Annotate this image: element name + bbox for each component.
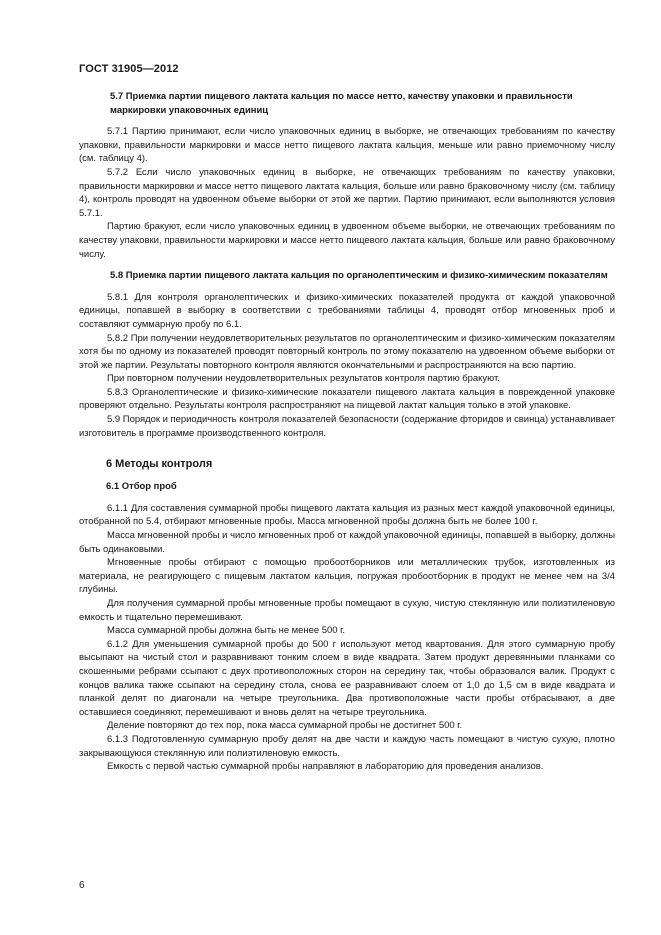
paragraph-6-1-2: 6.1.2 Для уменьшения суммарной пробы до 500 г используют метод квартования. Для этого суммарную пробу высыпают на чистый стол и разравнивают тонким слоем в виде квадрата. Затем продукт деревянными планками со скошенными ребрами ссыпают с двух противоположных сторон на середину так, чтобы образовался валик. Продукт с концов валика также ссыпают на середину стола, снова ее разравнивают слоем от 1,0 до 1,5 см в виде квадрата и планкой делят по диагонали на четыре треугольника. Два противоположные части пробы отбрасывают, а две оставшиеся соединяют, перемешивают и вновь делят на четыре треугольника. [79,638,615,718]
section-6-1-heading: 6.1 Отбор проб [106,481,177,493]
paragraph-6-1-combined: Для получения суммарной пробы мгновенные пробы помещают в сухую, чистую стеклянную или полиэтиленовую емкость и тщательно перемешивают. [79,598,615,623]
paragraph-5-8-2: 5.8.2 При получении неудовлетворительных результатов по органолептическим и физико-химическим показателям хотя бы по одному из показателей проводят повторный контроль по этому показателю на удвоенном объеме выборки от этой же партии. Результаты повторного контроля являются окончательными и распространяются на всю партию. [79,332,615,371]
paragraph-6-1-division: Деление повторяют до тех пор, пока масса суммарной пробы не достигнет 500 г. [107,720,463,732]
paragraph-5-7-1: 5.7.1 Партию принимают, если число упаковочных единиц в выборке, не отвечающих требованиям по качеству упаковки, правильности маркировки и массе нетто пищевого лактата кальция, меньше или равно приемочному числу (см. таблицу 4). [79,126,615,165]
paragraph-6-1-lab: Емкость с первой частью суммарной пробы направляют в лабораторию для проведения анализов. [107,761,544,773]
section-5-8-heading: 5.8 Приемка партии пищевого лактата кальция по органолептическим и физико-химическим показателям [110,270,608,282]
page-content [79,90,615,774]
page-number: 6 [79,880,85,891]
paragraph-5-8-3: 5.8.3 Органолептические и физико-химические показатели пищевого лактата кальция в поврежденной упаковке проверяют отдельно. Результаты контроля распространяют на пищевой лактат кальция только в этой упаковке. [79,386,615,412]
paragraph-5-8-repeat: При повторном получении неудовлетворительных результатов контроля партию бракуют. [107,373,500,385]
paragraph-5-7-reject: Партию бракуют, если число упаковочных единиц в удвоенном объеме выборки, не отвечающих требованиям по качеству упаковки, правильности маркировки и массе нетто пищевого лактата кальция, больше или равно браковочному числу. [79,221,615,260]
paragraph-6-1-3: 6.1.3 Подготовленную суммарную пробу делят на две части и каждую часть помещают в чистую сухую, плотно закрывающуюся стеклянную или полиэтиленовую емкость. [79,733,615,759]
paragraph-6-1-min-mass: Масса суммарной пробы должна быть не менее 500 г. [107,625,346,637]
paragraph-5-8-1: 5.8.1 Для контроля органолептических и физико-химических показателей продукта от каждой упаковочной единицы, попавшей в выборку в соответствии с требованиями таблицы 4, проводят отбор мгновенных проб и составляют суммарную пробу по 6.1. [79,291,615,330]
paragraph-6-1-mass: Масса мгновенной пробы и число мгновенных проб от каждой упаковочной единицы, попавшей в выборку, должны быть одинаковыми. [79,530,615,555]
paragraph-5-9: 5.9 Порядок и периодичность контроля показателей безопасности (содержание фторидов и свинца) устанавливает изготовитель в программе производственного контроля. [79,414,615,439]
section-5-7-heading: 5.7 Приемка партии пищевого лактата кальция по массе нетто, качеству упаковки и правильности маркировки упаковочных единиц [110,91,573,116]
paragraph-5-7-2: 5.7.2 Если число упаковочных единиц в выборке, не отвечающих требованиям по качеству упаковки, правильности маркировки и массе нетто пищевого лактата кальция, больше или равно браковочному числу (см. таблицу 4), контроль проводят на удвоенном объеме выборки от этой же партии. Партию принимают, если выполняются условия 5.7.1. [79,166,615,219]
standard-code-header: ГОСТ 31905—2012 [79,63,179,75]
paragraph-6-1-samplers: Мгновенные пробы отбирают с помощью пробоотборников или металлических трубок, изготовленных из материала, не реагирующего с пищевым лактатом кальция, погружая пробоотборник в продукт не менее чем на 3/4 глубины. [79,557,615,596]
paragraph-6-1-1: 6.1.1 Для составления суммарной пробы пищевого лактата кальция из разных мест каждой упаковочной единицы, отобранной по 5.4, отбирают мгновенные пробы. Масса мгновенной пробы должна быть не более 100 г. [79,502,615,528]
section-6-heading: 6 Методы контроля [106,458,213,471]
